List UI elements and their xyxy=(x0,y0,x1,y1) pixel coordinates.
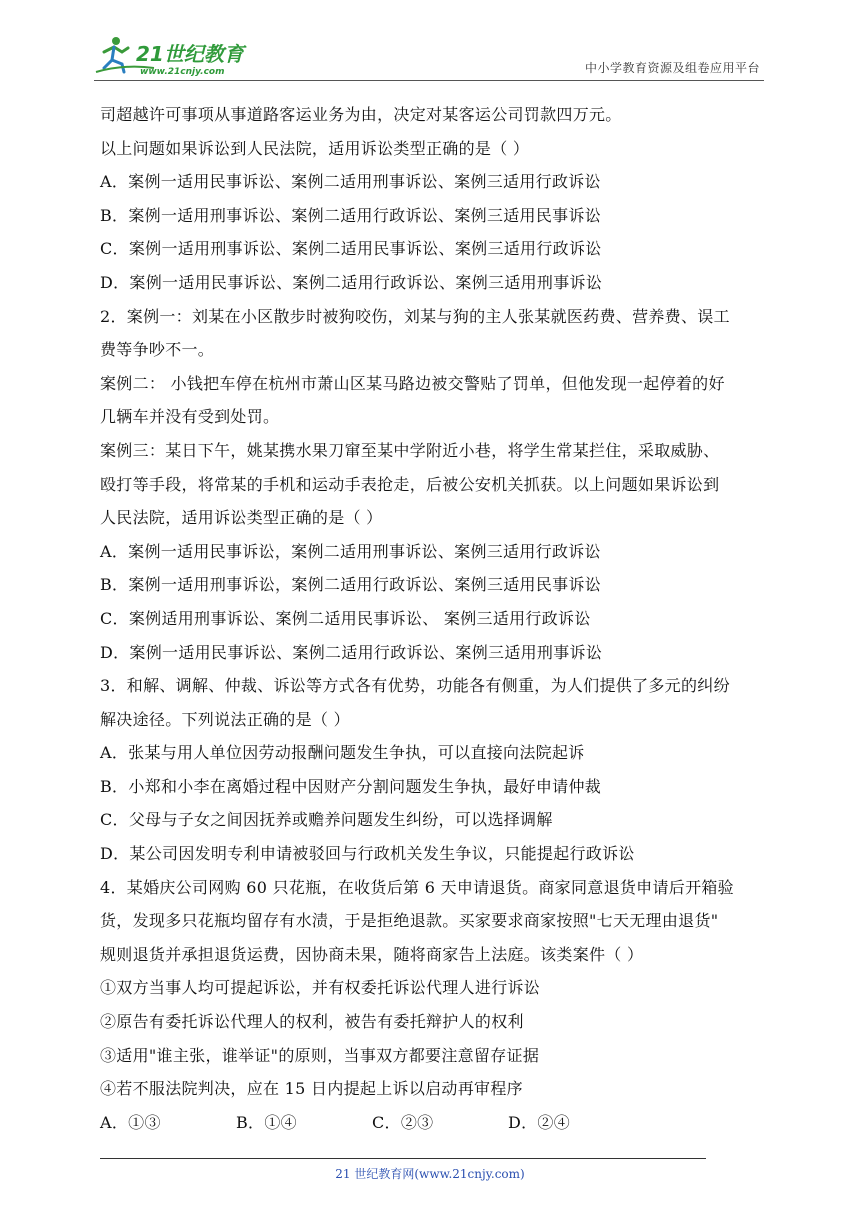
page-footer: 21 世纪教育网(www.21cnjy.com) xyxy=(335,1167,525,1181)
page-header xyxy=(94,34,764,81)
answer-option-a: A．①③ xyxy=(100,1112,161,1132)
text-line: 人民法院，适用诉讼类型正确的是（ ） xyxy=(100,508,383,528)
text-line: 以上问题如果诉讼到人民法院，适用诉讼类型正确的是（ ） xyxy=(100,138,530,158)
logo-url: www.21cnjy.com xyxy=(140,67,225,77)
text-line: ②原告有委托诉讼代理人的权利，被告有委托辩护人的权利 xyxy=(100,1012,524,1032)
text-line: 4．某婚庆公司网购 60 只花瓶，在收货后第 6 天申请退货。商家同意退货申请后开箱验 xyxy=(100,877,734,897)
text-line: 案例三：某日下午，姚某携水果刀窜至某中学附近小巷，将学生常某拦住，采取威胁、 xyxy=(100,440,720,460)
text-line: D．案例一适用民事诉讼、案例二适用行政诉讼、案例三适用刑事诉讼 xyxy=(100,642,603,662)
text-line: C．父母与子女之间因抚养或赡养问题发生纠纷，可以选择调解 xyxy=(100,810,553,830)
answer-option-d: D．②④ xyxy=(508,1112,571,1132)
text-line: 解决途径。下列说法正确的是（ ） xyxy=(100,709,350,729)
document-body xyxy=(100,98,780,1139)
text-line: B．小郑和小李在离婚过程中因财产分割问题发生争执，最好申请仲裁 xyxy=(100,776,602,796)
text-line: C．案例一适用刑事诉讼、案例二适用民事诉讼、案例三适用行政诉讼 xyxy=(100,239,602,259)
answer-option-b: B．①④ xyxy=(236,1112,297,1132)
site-logo xyxy=(94,34,264,78)
text-line: ④若不服法院判决，应在 15 日内提起上诉以启动再审程序 xyxy=(100,1079,523,1099)
text-line: 案例二： 小钱把车停在杭州市萧山区某马路边被交警贴了罚单，但他发现一起停着的好 xyxy=(100,373,725,393)
text-line: 2．案例一：刘某在小区散步时被狗咬伤，刘某与狗的主人张某就医药费、营养费、误工 xyxy=(100,306,730,326)
text-line: D．案例一适用民事诉讼、案例二适用行政诉讼、案例三适用刑事诉讼 xyxy=(100,272,603,292)
header-platform-text: 中小学教育资源及组卷应用平台 xyxy=(584,61,760,75)
text-line: 几辆车并没有受到处罚。 xyxy=(100,407,280,427)
text-line: D．某公司因发明专利申请被驳回与行政机关发生争议，只能提起行政诉讼 xyxy=(100,844,635,864)
text-line: 费等争吵不一。 xyxy=(100,340,215,360)
text-line: 3．和解、调解、仲裁、诉讼等方式各有优势，功能各有侧重，为人们提供了多元的纠纷 xyxy=(100,676,730,696)
text-line: A．张某与用人单位因劳动报酬问题发生争执，可以直接向法院起诉 xyxy=(100,743,585,763)
footer-divider xyxy=(100,1158,706,1159)
answer-options-row xyxy=(100,1106,780,1140)
text-line: 司超越许可事项从事道路客运业务为由，决定对某客运公司罚款四万元。 xyxy=(100,105,622,124)
text-line: B．案例一适用刑事诉讼，案例二适用行政诉讼、案例三适用民事诉讼 xyxy=(100,575,602,595)
text-line: ③适用"谁主张，谁举证"的原则，当事双方都要注意留存证据 xyxy=(100,1045,540,1065)
text-line: 殴打等手段，将常某的手机和运动手表抢走，后被公安机关抓获。以上问题如果诉讼到 xyxy=(100,474,720,494)
text-line: A．案例一适用民事诉讼，案例二适用刑事诉讼、案例三适用行政诉讼 xyxy=(100,541,601,561)
logo-text: 21世纪教育 xyxy=(136,42,244,66)
answer-option-c: C．②③ xyxy=(372,1112,434,1132)
text-line: 货，发现多只花瓶均留存有水渍，于是拒绝退款。买家要求商家按照"七天无理由退货" xyxy=(100,911,719,931)
text-line: ①双方当事人均可提起诉讼，并有权委托诉讼代理人进行诉讼 xyxy=(100,978,541,998)
text-line: B．案例一适用刑事诉讼、案例二适用行政诉讼、案例三适用民事诉讼 xyxy=(100,205,602,225)
text-line: 规则退货并承担退货运费，因协商未果，随将商家告上法庭。该类案件（ ） xyxy=(100,944,644,964)
text-line: C．案例适用刑事诉讼、案例二适用民事诉讼、 案例三适用行政诉讼 xyxy=(100,608,591,628)
text-line: A．案例一适用民事诉讼、案例二适用刑事诉讼、案例三适用行政诉讼 xyxy=(100,172,601,192)
